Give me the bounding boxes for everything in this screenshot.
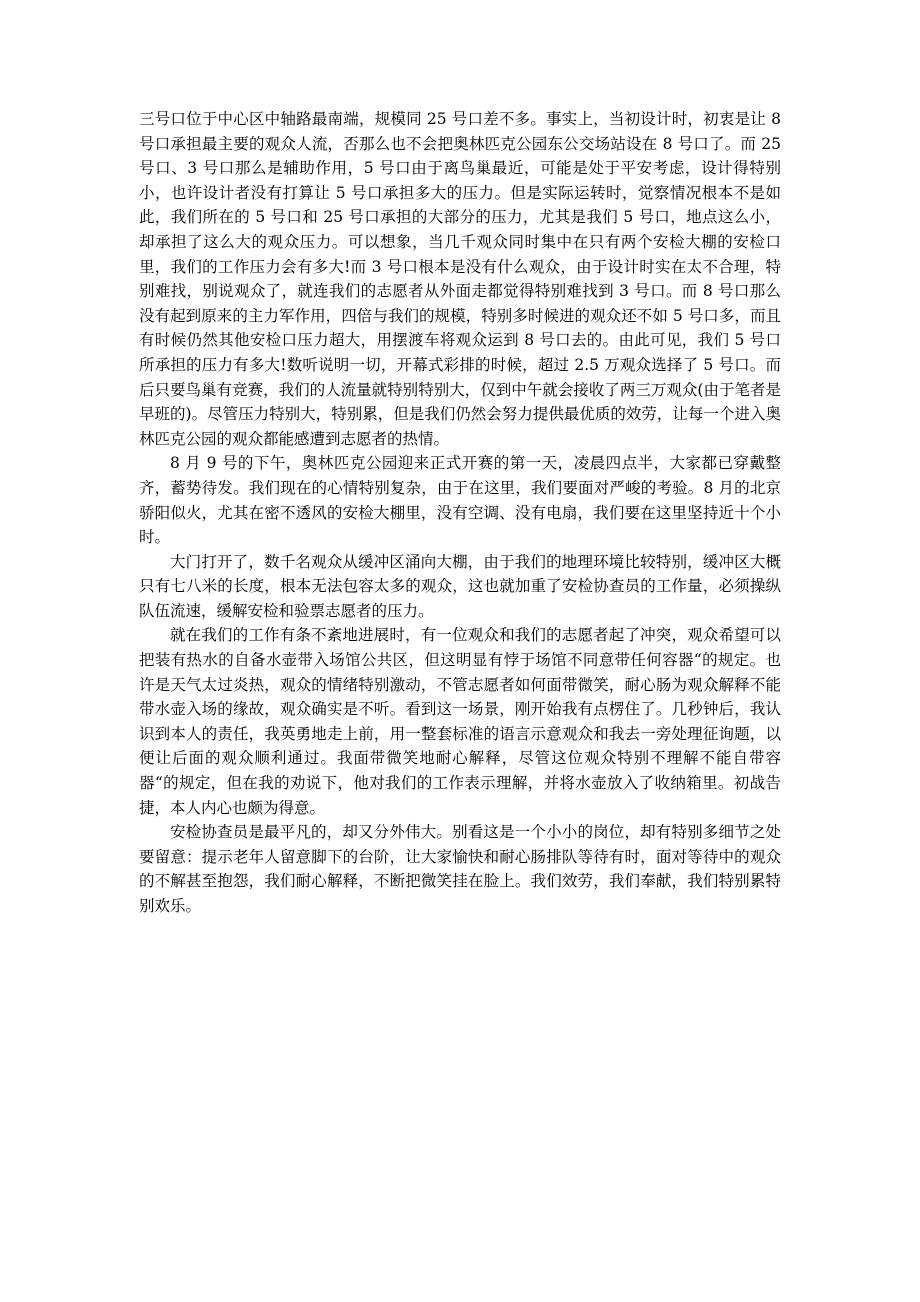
paragraph-5: 安检协查员是最平凡的，却又分外伟大。别看这是一个小小的岗位，却有特别多细节之处要留意：提示老年人留意脚下的台阶，让大家愉快和耐心肠排队等待有时，面对等待中的观众的不解甚至抱怨，我们耐心解释，不断把微笑挂在脸上。我们效劳，我们奉献，我们特别累特别欢乐。 <box>139 823 781 915</box>
paragraph-2: 8 月 9 号的下午，奥林匹克公园迎来正式开赛的第一天，凌晨四点半，大家都已穿戴整齐，蓄势待发。我们现在的心情特别复杂，由于在这里，我们要面对严峻的考验。8 月的北京骄阳似火，尤其在密不透风的安检大棚里，没有空调、没有电扇，我们要在这里坚持近十个小时。 <box>139 454 781 547</box>
document-body <box>139 107 781 919</box>
paragraph-3: 大门打开了，数千名观众从缓冲区涌向大棚，由于我们的地理环境比较特别，缓冲区大概只有七八米的长度，根本无法包容太多的观众，这也就加重了安检协查员的工作量，必须操纵队伍流速，缓解安检和验票志愿者的压力。 <box>139 552 781 620</box>
paragraph-1: 三号口位于中心区中轴路最南端，规模同 25 号口差不多。事实上，当初设计时，初衷是让 8 号口承担最主要的观众人流，否那么也不会把奥林匹克公园东公交场站设在 8 号口了。而 25 号口、3 号口那么是辅助作用，5 号口由于离鸟巢最近，可能是处于平安考虑，设计得特别小，也许设计者没有打算让 5 号口承担多大的压力。但是实际运转时，觉察情况根本不是如此，我们所在的 5 号口和 25 号口承担的大部分的压力，尤其是我们 5 号口，地点这么小，却承担了这么大的观众压力。可以想象，当几千观众同时集中在只有两个安检大棚的安检口里，我们的工作压力会有多大!而 3 号口根本是没有什么观众，由于设计时实在太不合理，特别难找，别说观众了，就连我们的志愿者从外面走都觉得特别难找到 3 号口。而 8 号口那么没有起到原来的主力军作用，四倍与我们的规模，特别多时候进的观众还不如 5 号口多，而且有时候仍然其他安检口压力超大，用摆渡车将观众运到 8 号口去的。由此可见，我们 5 号口所承担的压力有多大!数听说明一切，开幕式彩排的时候，超过 2.5 万观众选择了 5 号口。而后只要鸟巢有竞赛，我们的人流量就特别特别大，仅到中午就会接收了两三万观众(由于笔者是早班的)。尽管压力特别大，特别累，但是我们仍然会努力提供最优质的效劳，让每一个进入奥林匹克公园的观众都能感遭到志愿者的热情。 <box>139 110 781 448</box>
paragraph-4: 就在我们的工作有条不紊地进展时，有一位观众和我们的志愿者起了冲突，观众希望可以把装有热水的自备水壶带入场馆公共区，但这明显有悖于场馆不同意带任何容器“的规定。也许是天气太过炎热，观众的情绪特别激动，不管志愿者如何面带微笑，耐心肠为观众解释不能带水壶入场的缘故，观众确实是不听。看到这一场景，刚开始我有点楞住了。几秒钟后，我认识到本人的责任，我英勇地走上前，用一整套标准的语言示意观众和我去一旁处理征询题，以便让后面的观众顺利通过。我面带微笑地耐心解释，尽管这位观众特别不理解不能自带容器“的规定，但在我的劝说下，他对我们的工作表示理解，并将水壶放入了收纳箱里。初战告捷，本人内心也颇为得意。 <box>139 626 781 817</box>
